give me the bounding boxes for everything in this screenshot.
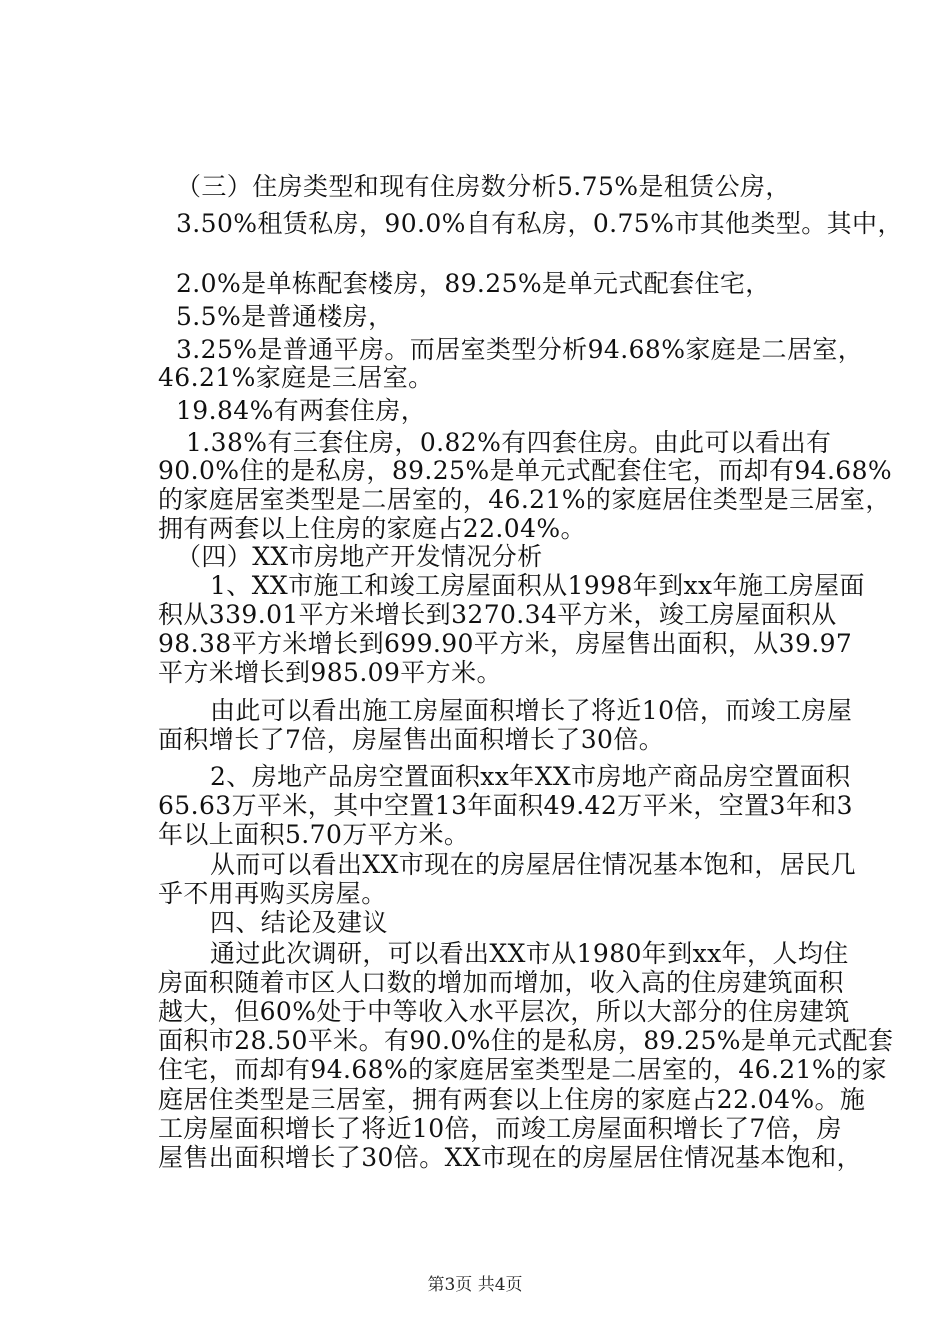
text-line: 3.50%租赁私房，90.0%自有私房，0.75%市其他类型。其中，: [176, 209, 903, 238]
text-line: 46.21%家庭是三居室。: [158, 363, 434, 392]
text-line: 住宅，而却有94.68%的家庭居室类型是二居室的，46.21%的家: [158, 1055, 887, 1084]
text-line: 由此可以看出施工房屋面积增长了将近10倍，而竣工房屋: [210, 696, 853, 725]
text-line: 工房屋面积增长了将近10倍，而竣工房屋面积增长了7倍，房: [158, 1114, 842, 1143]
text-line: 2、房地产品房空置面积xx年XX市房地产商品房空置面积: [210, 762, 851, 791]
page-number-footer: 第3页 共4页: [427, 1275, 523, 1295]
text-line: 2.0%是单栋配套楼房，89.25%是单元式配套住宅，: [176, 269, 771, 298]
text-line: 的家庭居室类型是二居室的，46.21%的家庭居住类型是三居室，: [158, 485, 891, 514]
text-line: 乎不用再购买房屋。: [158, 879, 387, 908]
text-line: 3.25%是普通平房。而居室类型分析94.68%家庭是二居室，: [176, 335, 864, 364]
text-line: 1.38%有三套住房，0.82%有四套住房。由此可以看出有: [186, 428, 832, 457]
text-line: 庭居住类型是三居室，拥有两套以上住房的家庭占22.04%。施: [158, 1085, 866, 1114]
text-line: 房面积随着市区人口数的增加而增加，收入高的住房建筑面积: [158, 968, 844, 997]
text-line: 面积市28.50平米。有90.0%住的是私房，89.25%是单元式配套: [158, 1026, 894, 1055]
section-heading: 四、结论及建议: [210, 908, 388, 937]
text-line: 拥有两套以上住房的家庭占22.04%。: [158, 514, 586, 543]
text-line: 平方米增长到985.09平方米。: [158, 658, 502, 687]
text-line: （三）住房类型和现有住房数分析5.75%是租赁公房，: [176, 172, 791, 201]
text-line: 19.84%有两套住房，: [176, 396, 427, 425]
text-line: 屋售出面积增长了30倍。XX市现在的房屋居住情况基本饱和，: [158, 1143, 863, 1172]
text-line: 1、XX市施工和竣工房屋面积从1998年到xx年施工房屋面: [210, 571, 865, 600]
text-line: 年以上面积5.70万平方米。: [158, 820, 470, 849]
text-line: 90.0%住的是私房，89.25%是单元式配套住宅，而却有94.68%: [158, 456, 893, 485]
text-line: 98.38平方米增长到699.90平方米，房屋售出面积，从39.97: [158, 629, 853, 658]
text-line: 越大，但60%处于中等收入水平层次，所以大部分的住房建筑: [158, 997, 850, 1026]
text-line: 积从339.01平方米增长到3270.34平方米，竣工房屋面积从: [158, 600, 837, 629]
text-line: 65.63万平米，其中空置13年面积49.42万平米，空置3年和3: [158, 791, 853, 820]
section-heading: （四）XX市房地产开发情况分析: [176, 542, 543, 571]
text-line: 面积增长了7倍，房屋售出面积增长了30倍。: [158, 725, 665, 754]
text-line: 通过此次调研，可以看出XX市从1980年到xx年，人均住: [210, 939, 849, 968]
text-line: 从而可以看出XX市现在的房屋居住情况基本饱和，居民几: [210, 850, 856, 879]
text-line: 5.5%是普通楼房，: [176, 302, 394, 331]
